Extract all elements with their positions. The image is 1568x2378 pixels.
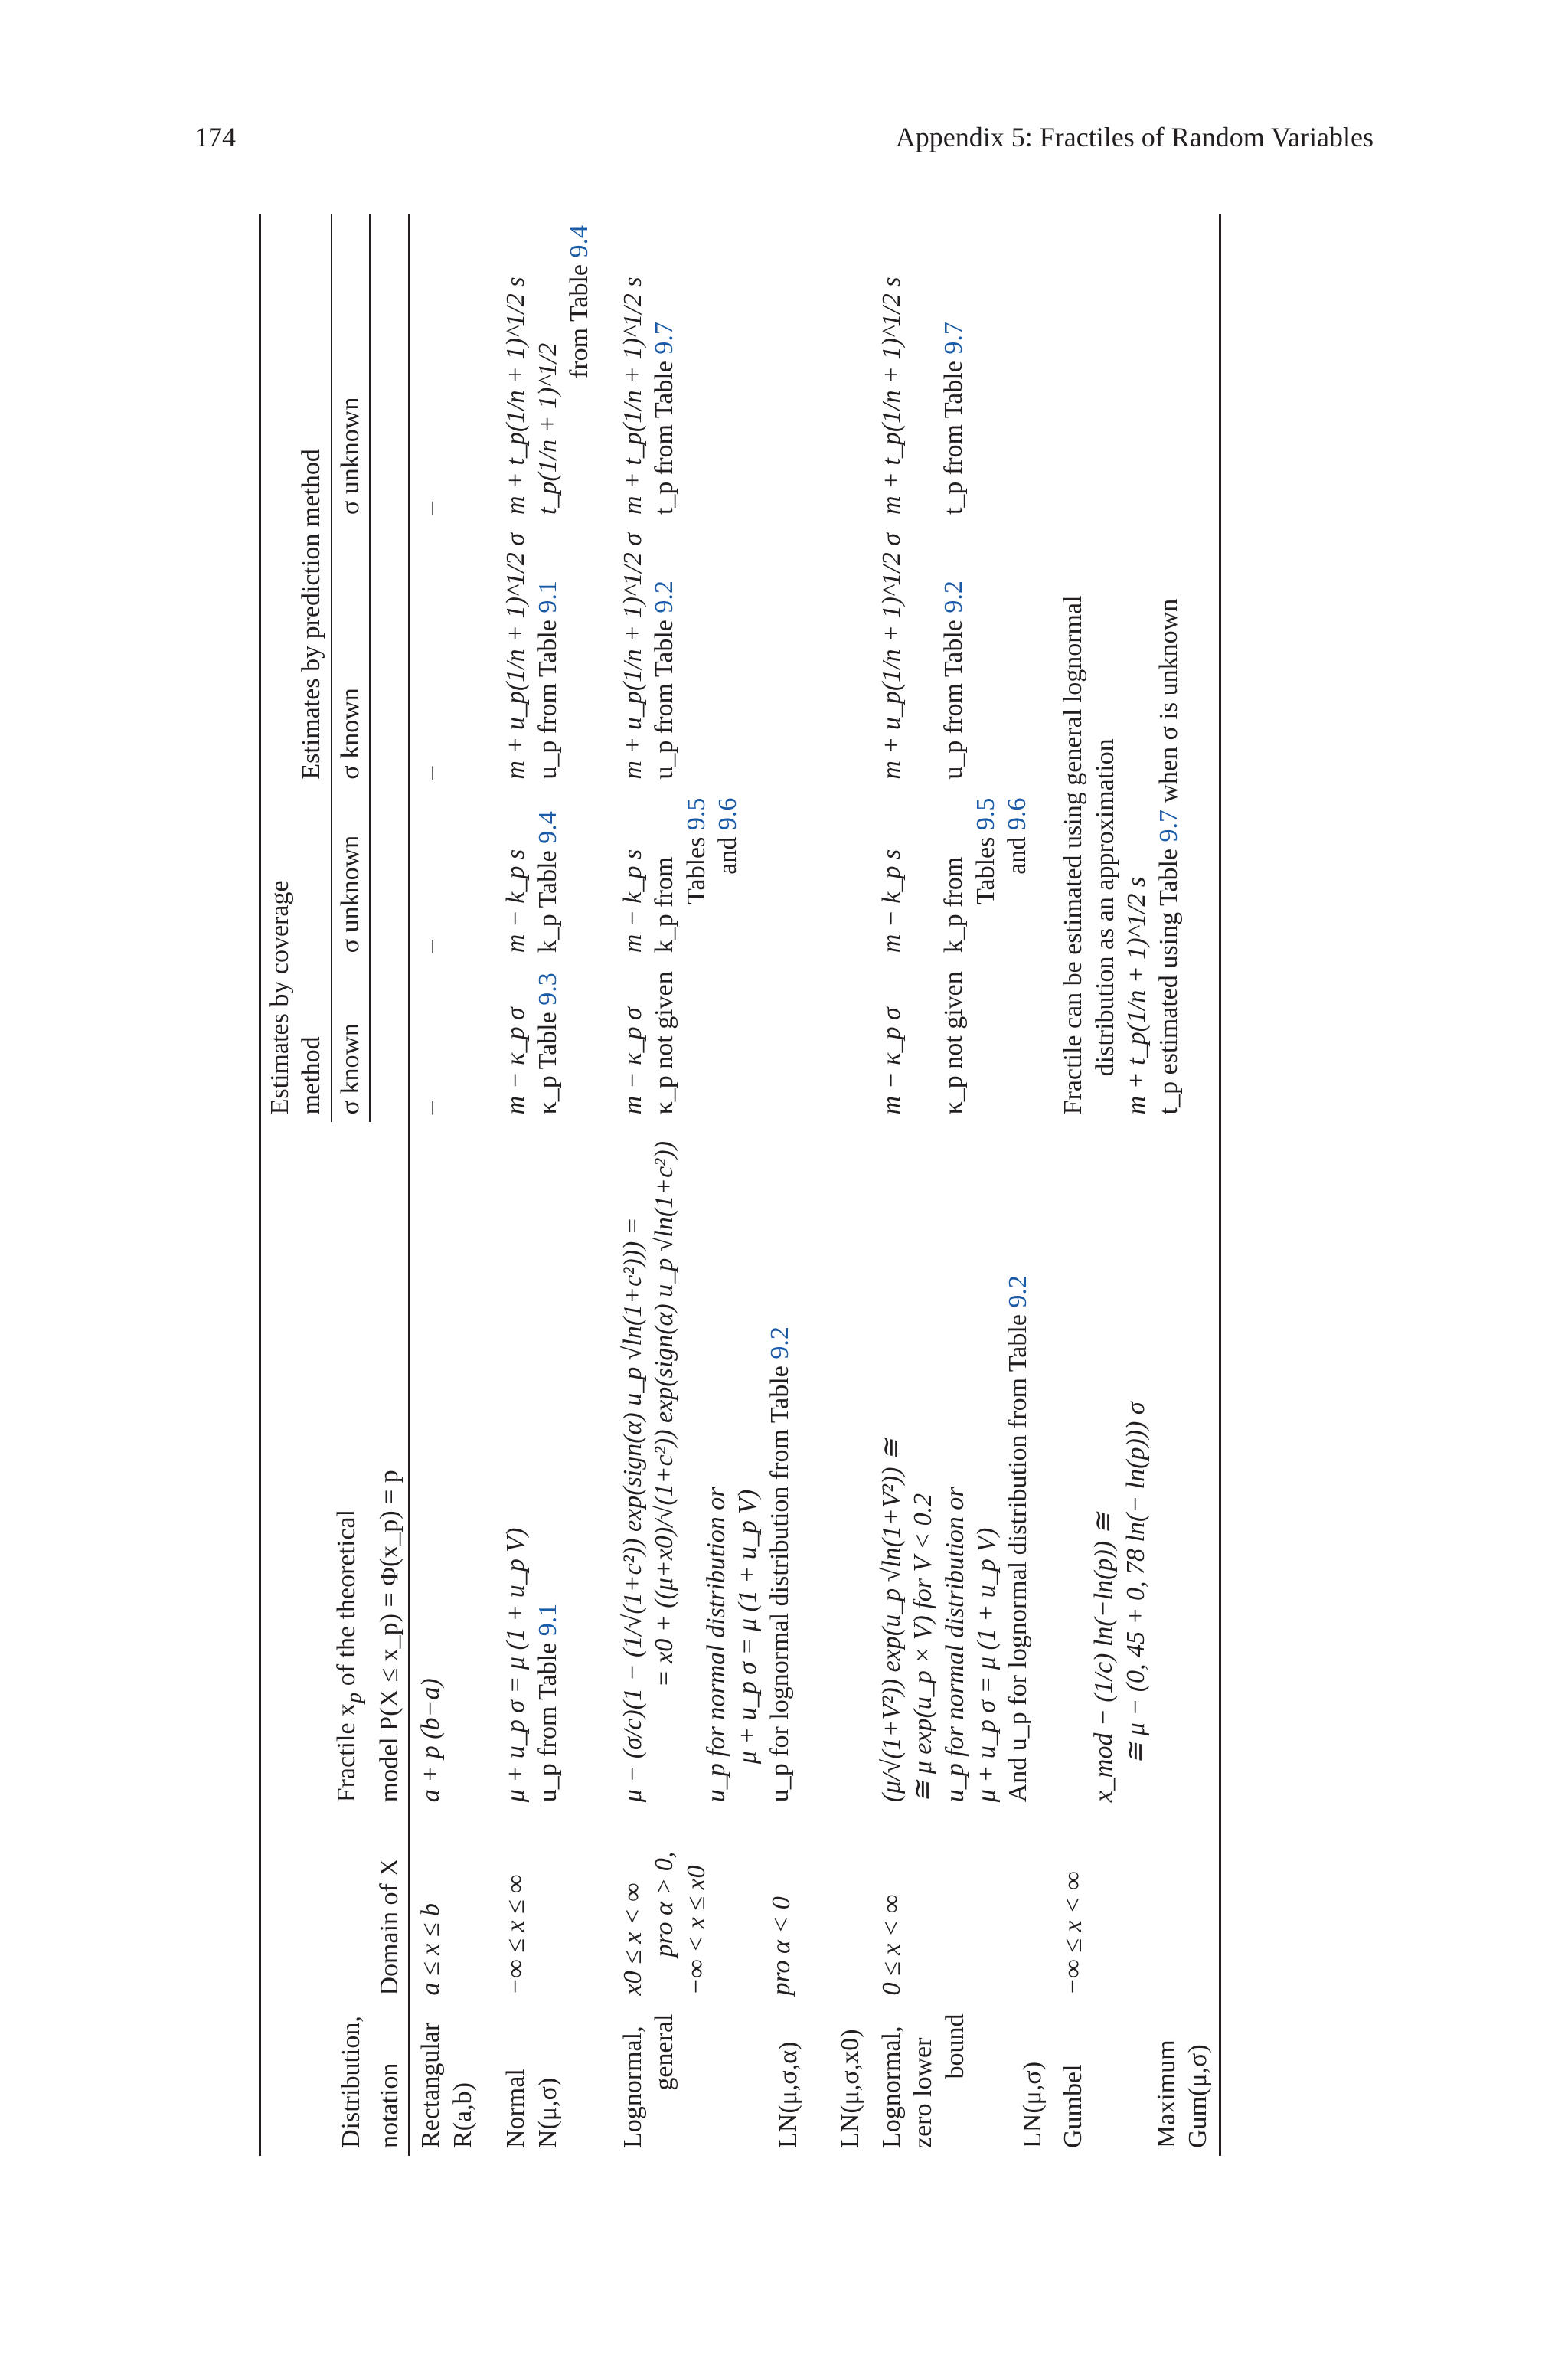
head-domain-spacer <box>260 1810 371 2003</box>
head-prediction-group: Estimates by prediction method <box>260 214 332 787</box>
head-domain: Domain of X <box>371 1810 410 2003</box>
table-row-normal <box>483 214 599 2156</box>
pred-unknown-cell: m + t_p(1/n + 1)^1/2 s t_p from Table 9.7 <box>877 276 969 515</box>
pred-unknown-cell: m + t_p(1/n + 1)^1/2 s t_p(1/n + 1)^1/2 from Table 9.4 <box>501 225 594 515</box>
pred-known-cell: m + u_p(1/n + 1)^1/2 σ u_p from Table 9.2 <box>877 533 969 780</box>
fractiles-table <box>259 214 1221 2156</box>
fractile-cell: μ − (σ/c)(1 − (1/√(1+c²)) exp(sign(α) u_p √ln(1+c²))) = = x0 + ((μ+x0)/√(1+c²)) exp(sign(α) u_p √ln(1+c²)) u_p for normal distribution or μ + u_p σ = μ (1 + u_p V) u_p for lognormal distribution from Table 9.2 <box>600 1122 871 1810</box>
lognormal-general-formula-2: = x0 + ((μ+x0)/√(1+c²)) exp(sign(α) u_p √ln(1+c²)) <box>650 1140 679 1688</box>
gumbel-formula-1: x_mod − (1/c) ln(−ln(p)) ≅ <box>1089 1512 1119 1803</box>
cov-known-cell: m − κ_p σ κ_p not given <box>877 971 969 1115</box>
pred-known-cell: m + u_p(1/n + 1)^1/2 σ u_p from Table 9.2 <box>618 533 679 780</box>
table-ref-link[interactable]: 9.1 <box>533 1603 562 1637</box>
fractile-cell: (μ/√(1+V²)) exp(u_p √ln(1+V²)) ≅ ≅ μ exp(u_p × V) for V < 0.2 u_p for normal distribution or μ + u_p σ = μ (1 + u_p V) And u_p for lognormal distribution from Table 9.2 <box>871 1122 1054 1810</box>
table-ref-link[interactable]: 9.2 <box>939 581 969 613</box>
head-notation: notation <box>371 2003 410 2156</box>
rotated-table-container <box>259 214 1354 2156</box>
table-ref-link[interactable]: 9.2 <box>765 1326 794 1359</box>
pred-unknown-cell: m + t_p(1/n + 1)^1/2 s t_p from Table 9.7 <box>618 276 679 515</box>
table-row-gumbel <box>1053 214 1220 2156</box>
gumbel-note-cell: Fractile can be estimated using general lognormal distribution as an approximation m + t_p(1/n + 1)^1/2 s t_p estimated using Table 9.7 when σ is unknown <box>1059 595 1183 1115</box>
head-distribution: Distribution, <box>337 2016 366 2148</box>
table-ref-link[interactable]: 9.7 <box>939 322 969 355</box>
table-ref-link[interactable]: 9.7 <box>1154 810 1183 842</box>
dist-cell: Lognormal, zero lower bound LN(μ,σ) <box>877 2013 1047 2148</box>
table-head <box>260 214 410 2156</box>
table-ref-link[interactable]: 9.6 <box>1003 797 1031 831</box>
cov-known-cell: m − κ_p σ κ_p Table 9.3 <box>501 973 562 1115</box>
head-pred-sigma-known: σ known <box>331 522 370 787</box>
table-ref-link[interactable]: 9.3 <box>533 973 562 1006</box>
domain-cell: 0 ≤ x < ∞ <box>877 1894 906 1996</box>
head-pred-sigma-unknown: σ unknown <box>331 214 370 522</box>
table-ref-link[interactable]: 9.5 <box>681 797 710 831</box>
table-ref-link[interactable]: 9.4 <box>565 225 594 258</box>
table-row-lognormal-general <box>600 214 871 2156</box>
head-cov-sigma-unknown: σ unknown <box>331 787 370 961</box>
running-head <box>194 121 1374 167</box>
fractile-cell: μ + u_p σ = μ (1 + u_p V) u_p from Table 9.1 <box>501 1527 562 1803</box>
domain-cell: a ≤ x ≤ b <box>416 1903 446 1996</box>
cov-unknown-cell: – <box>416 940 446 953</box>
domain-cell: −∞ ≤ x < ∞ <box>1059 1871 1088 1996</box>
running-title: Appendix 5: Fractiles of Random Variables <box>895 122 1374 152</box>
head-cov-sigma-known: σ known <box>331 960 370 1122</box>
table-row-rectangular <box>410 214 483 2156</box>
table-ref-link[interactable]: 9.6 <box>714 797 743 831</box>
page-number: 174 <box>194 122 236 152</box>
cov-unknown-cell: m − k_p s k_p from Tables 9.5 and 9.6 <box>618 797 743 953</box>
dist-cell: Rectangular R(a,b) <box>416 2022 477 2148</box>
cov-unknown-cell: m − k_p s k_p from Tables 9.5 and 9.6 <box>877 797 1031 953</box>
table-ref-link[interactable]: 9.2 <box>1004 1275 1033 1308</box>
lognormal-zero-formula-1: (μ/√(1+V²)) exp(u_p √ln(1+V²)) ≅ <box>877 1438 906 1803</box>
dist-cell: Lognormal, general LN(μ,σ,α) LN(μ,σ,x0) <box>618 2013 865 2148</box>
dist-cell: Normal N(μ,σ) <box>501 2069 562 2148</box>
fractile-cell: a + p (b−a) <box>416 1678 446 1803</box>
cov-known-cell: – <box>416 1101 446 1115</box>
lognormal-general-formula-1: μ − (σ/c)(1 − (1/√(1+c²)) exp(sign(α) u_p √ln(1+c²))) = <box>618 1217 647 1803</box>
pred-known-cell: m + u_p(1/n + 1)^1/2 σ u_p from Table 9.1 <box>501 533 562 780</box>
pred-unknown-cell: – <box>416 502 446 515</box>
head-fractile-model: model P(X ≤ x_p) = Φ(x_p) = p <box>371 1122 410 1810</box>
table-ref-link[interactable]: 9.5 <box>971 797 1000 831</box>
fractile-cell <box>1053 1122 1220 1810</box>
head-coverage-group: Estimates by coverage method <box>260 787 332 1123</box>
table-ref-link[interactable]: 9.1 <box>533 581 562 613</box>
cov-unknown-cell: m − k_p s k_p Table 9.4 <box>501 811 562 953</box>
dist-cell: Gumbel Maximum Gum(μ,σ) <box>1059 2039 1213 2148</box>
table-ref-link[interactable]: 9.4 <box>533 811 562 844</box>
gumbel-formula-2: ≅ μ − (0, 45 + 0, 78 ln(− ln(p))) σ <box>1121 1402 1150 1765</box>
table-ref-link[interactable]: 9.2 <box>650 581 679 613</box>
cov-known-cell: m − κ_p σ κ_p not given <box>618 971 679 1115</box>
table-ref-link[interactable]: 9.7 <box>650 322 679 355</box>
head-fractile: Fractile $x_p$ of the theoretical <box>332 1509 366 1803</box>
pred-known-cell: – <box>416 766 446 780</box>
domain-cell: −∞ ≤ x ≤ ∞ <box>501 1874 531 1996</box>
domain-cell: x0 ≤ x < ∞ pro α > 0, −∞ < x ≤ x0 pro α < 0 <box>618 1851 796 1996</box>
table-row-lognormal-zero-bound <box>871 214 1054 2156</box>
